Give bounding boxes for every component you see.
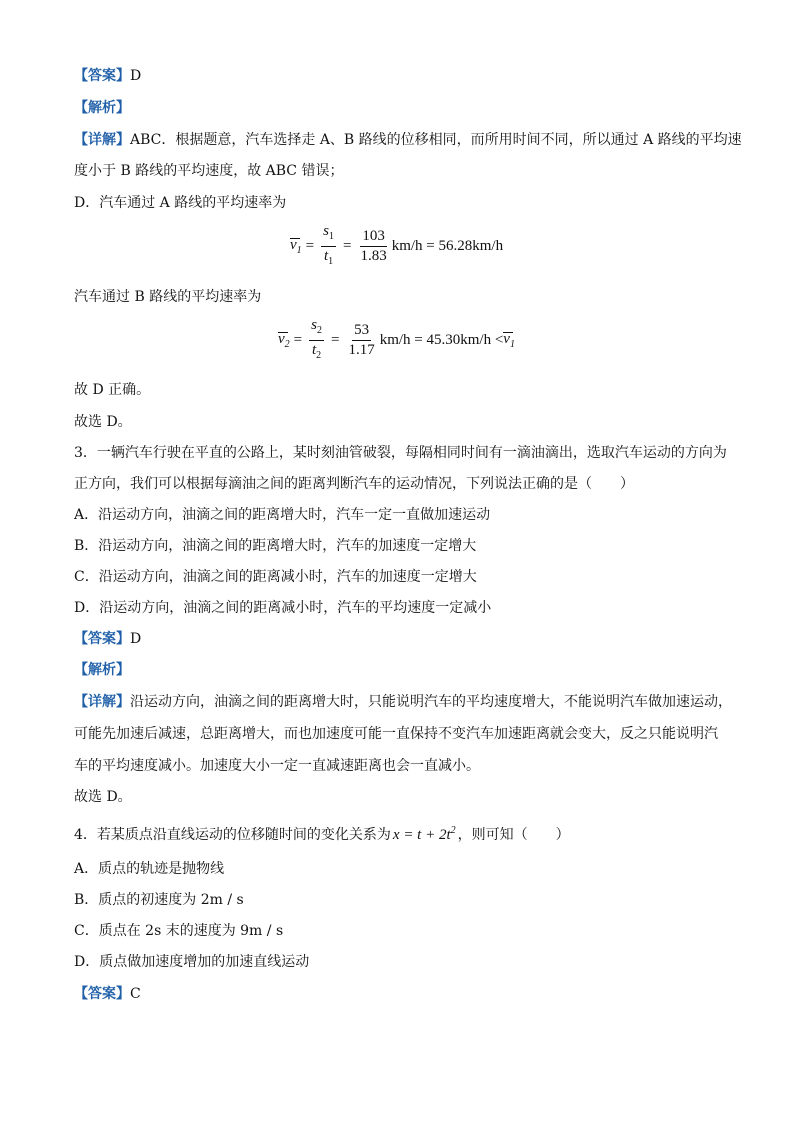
answer-value: D — [130, 631, 142, 647]
formula-average-speed-b: $v_2$ = $\frac{s_2}{t_2}$ = $\frac{53}{1.17}$ km/h = 45.30km/h < $v_1$ — [278, 320, 515, 360]
analysis-tag: 【解析】 — [74, 100, 130, 116]
q3-detail-line-3: 车的平均速度减小。加速度大小一定一直减速距离也会一直减小。 — [74, 758, 480, 774]
q3-stem-line-1: 3．一辆汽车行驶在平直的公路上，某时刻油管破裂，每隔相同时间有一滴油滴出，选取汽车运动的方向为 — [74, 445, 727, 461]
analysis-tag: 【解析】 — [74, 662, 130, 678]
vbar-symbol: $v_2$ — [278, 330, 290, 350]
q3-analysis-line — [74, 660, 734, 680]
fraction-distance-over-time: $\frac{103}{1.83}$ — [360, 227, 387, 264]
q2-detail-line-2: 度小于 B 路线的平均速度，故 ABC 错误； — [74, 163, 344, 179]
q2-answer-line — [74, 66, 734, 86]
q2-analysis-line — [74, 98, 734, 118]
q4-stem — [74, 821, 734, 845]
equals-sign: = — [293, 331, 303, 348]
equals-sign: = — [305, 237, 315, 254]
q3-stem-line-2: 正方向，我们可以根据每滴油之间的距离判断汽车的运动情况，下列说法正确的是（ ） — [74, 476, 634, 492]
q4-option-d: D．质点做加速度增加的加速直线运动 — [74, 954, 310, 970]
detail-tag: 【详解】 — [74, 132, 130, 148]
vbar-symbol: $v_1$ — [503, 330, 515, 350]
detail-text: ABC．根据题意，汽车选择走 A、B 路线的位移相同，而所用时间不同，所以通过 A 路线的平均速 — [130, 132, 742, 148]
answer-tag: 【答案】 — [74, 631, 130, 647]
q4-answer-line — [74, 984, 734, 1004]
q3-detail-line-2: 可能先加速后减速，总距离增大，而也加速度可能一直保持不变汽车加速距离就会变大，反之只能说明汽 — [74, 726, 718, 742]
q4-stem-suffix: ，则可知（ ） — [457, 827, 570, 843]
answer-tag: 【答案】 — [74, 986, 130, 1002]
vbar-symbol: $v_1$ — [290, 236, 302, 256]
answer-value: D — [130, 68, 142, 84]
fraction-distance-over-time: $\frac{53}{1.17}$ — [348, 321, 375, 358]
q3-option-c: C．沿运动方向，油滴之间的距离减小时，汽车的加速度一定增大 — [74, 569, 477, 585]
q3-detail-line-1 — [74, 692, 734, 712]
answer-tag: 【答案】 — [74, 68, 130, 84]
detail-text: 沿运动方向，油滴之间的距离增大时，只能说明汽车的平均速度增大，不能说明汽车做加速运动， — [130, 694, 732, 710]
q3-choice: 故选 D。 — [74, 789, 132, 805]
q4-stem-prefix: 4．若某质点沿直线运动的位移随时间的变化关系为 — [74, 827, 391, 843]
q3-option-b: B．沿运动方向，油滴之间的距离增大时，汽车的加速度一定增大 — [74, 538, 477, 554]
q3-option-d: D．沿运动方向，油滴之间的距离减小时，汽车的平均速度一定减小 — [74, 600, 492, 616]
fraction-s-over-t: $\frac{s_2}{t_2}$ — [311, 316, 322, 361]
fraction-s-over-t: $\frac{s_1}{t_1}$ — [323, 222, 334, 267]
q4-formula: $x = t + 2t^2$ — [392, 825, 456, 843]
detail-tag: 【详解】 — [74, 694, 130, 710]
q2-detail-line-1 — [74, 130, 742, 150]
q4-option-a: A．质点的轨迹是抛物线 — [74, 861, 225, 877]
q2-choice: 故选 D。 — [74, 414, 132, 430]
answer-value: C — [130, 986, 141, 1002]
q2-conclusion: 故 D 正确。 — [74, 382, 151, 398]
formula-result: km/h = 56.28km/h — [391, 237, 504, 254]
q2-d-line: D．汽车通过 A 路线的平均速率为 — [74, 195, 287, 211]
q4-option-c: C．质点在 2s 末的速度为 9m / s — [74, 923, 284, 939]
q4-option-b: B．质点的初速度为 2m / s — [74, 892, 244, 908]
q2-b-line: 汽车通过 B 路线的平均速率为 — [74, 289, 262, 305]
q3-answer-line — [74, 629, 734, 649]
q3-option-a: A．沿运动方向，油滴之间的距离增大时，汽车一定一直做加速运动 — [74, 507, 491, 523]
formula-average-speed-a: $v_1$ = $\frac{s_1}{t_1}$ = $\frac{103}{1.83}$ km/h = 56.28km/h — [290, 226, 503, 266]
formula-result: km/h = 45.30km/h < — [379, 331, 504, 348]
